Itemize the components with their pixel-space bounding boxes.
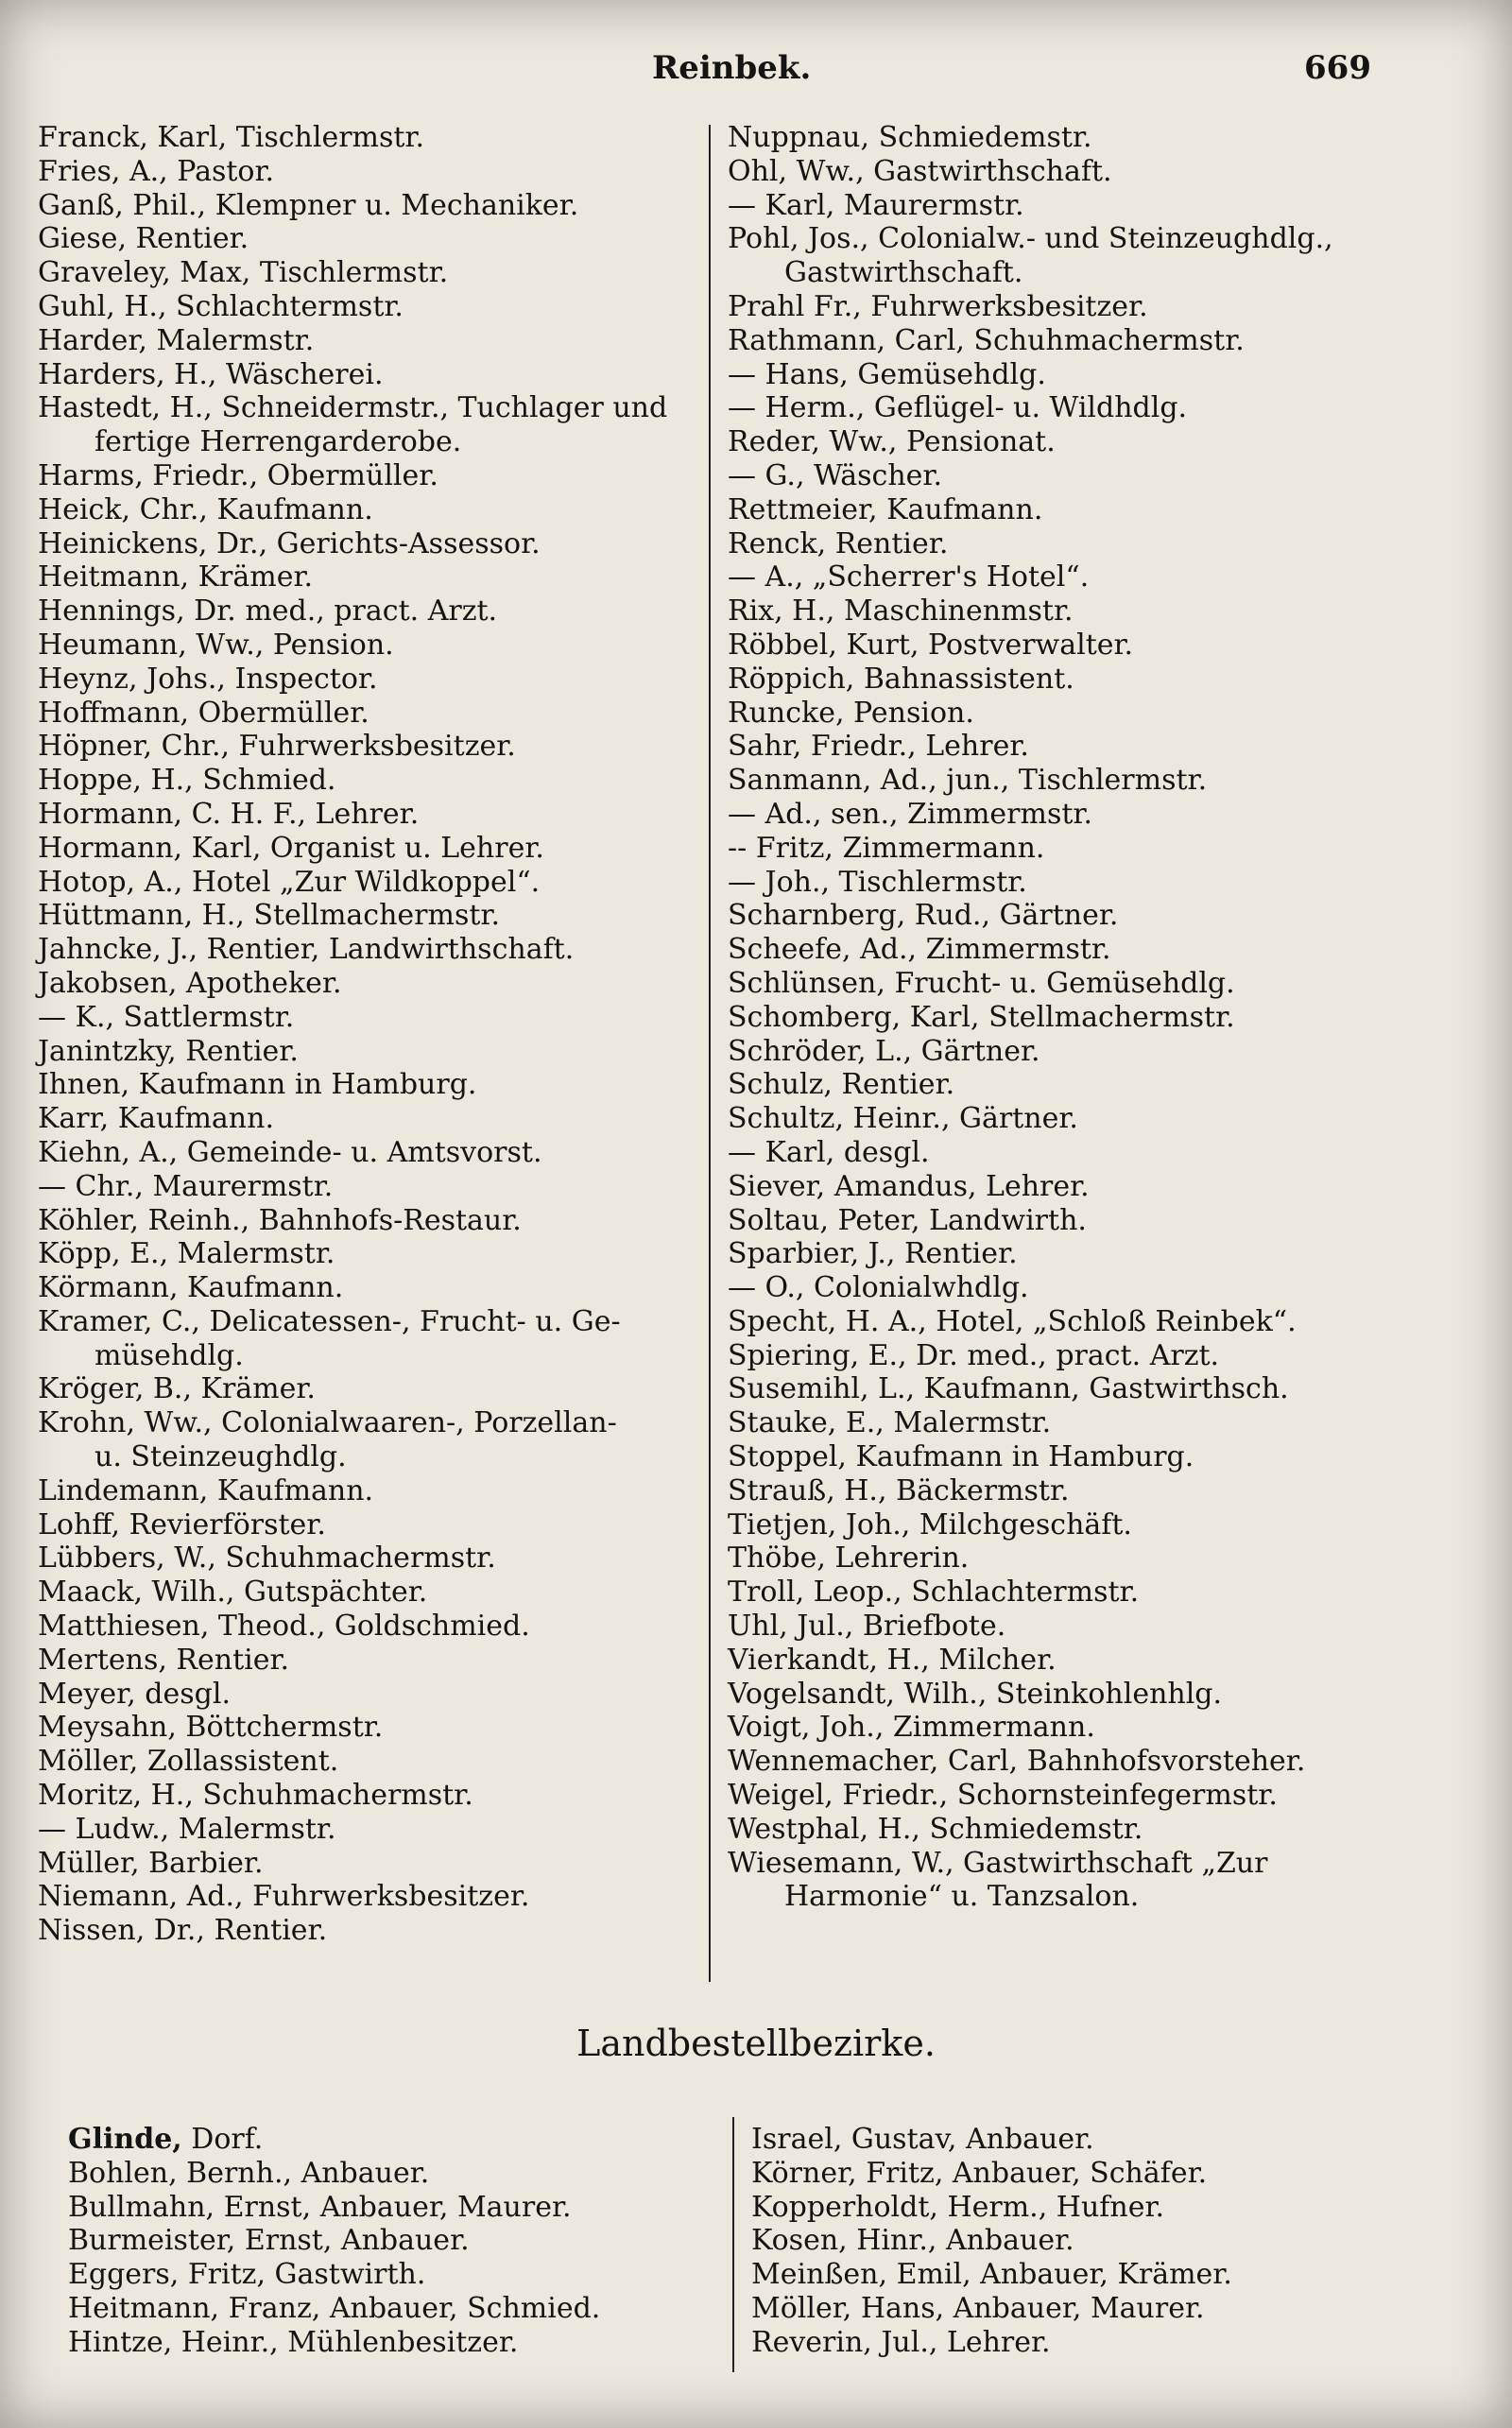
list-item: Heynz, Johs., Inspector. bbox=[38, 662, 378, 696]
list-item: Harders, H., Wäscherei. bbox=[38, 357, 384, 391]
column-divider bbox=[709, 125, 711, 1982]
list-item: Stoppel, Kaufmann in Hamburg. bbox=[728, 1440, 1194, 1474]
list-item: Hoppe, H., Schmied. bbox=[38, 764, 336, 798]
list-item: Strauß, H., Bäckermstr. bbox=[728, 1473, 1070, 1507]
list-item: Hüttmann, H., Stellmachermstr. bbox=[38, 899, 500, 933]
glinde-heading: Glinde, Dorf. bbox=[68, 2123, 264, 2156]
list-item: Sparbier, J., Rentier. bbox=[728, 1237, 1018, 1271]
page-number: 669 bbox=[1304, 49, 1371, 87]
list-item: Scharnberg, Rud., Gärtner. bbox=[728, 899, 1119, 933]
list-item: Soltau, Peter, Landwirth. bbox=[728, 1203, 1087, 1237]
list-item: Niemann, Ad., Fuhrwerksbesitzer. bbox=[38, 1880, 530, 1914]
list-item: Heitmann, Franz, Anbauer, Schmied. bbox=[68, 2291, 601, 2325]
list-item: Karr, Kaufmann. bbox=[38, 1102, 274, 1136]
list-item: Susemihl, L., Kaufmann, Gastwirthsch. bbox=[728, 1372, 1289, 1406]
list-item: Harder, Malermstr. bbox=[38, 323, 315, 357]
list-item: Kramer, C., Delicatessen-, Frucht- u. Ge- bbox=[38, 1304, 621, 1338]
list-item: Graveley, Max, Tischlermstr. bbox=[38, 256, 449, 290]
list-item: — Hans, Gemüsehdlg. bbox=[728, 357, 1046, 391]
list-item: Jahncke, J., Rentier, Landwirthschaft. bbox=[38, 933, 575, 967]
list-item: Sanmann, Ad., jun., Tischlermstr. bbox=[728, 764, 1208, 798]
list-item: Schlünsen, Frucht- u. Gemüsehdlg. bbox=[728, 966, 1235, 1000]
list-item: Harmonie“ u. Tanzsalon. bbox=[784, 1880, 1140, 1914]
list-item: -- Fritz, Zimmermann. bbox=[728, 831, 1045, 865]
glinde-right-column bbox=[751, 2123, 1232, 2360]
page-title: Reinbek. bbox=[652, 49, 812, 87]
list-item: Pohl, Jos., Colonialw.- und Steinzeughdlg., bbox=[728, 222, 1333, 256]
list-item: — Ludw., Malermstr. bbox=[38, 1812, 336, 1846]
list-item: Heumann, Ww., Pension. bbox=[38, 628, 394, 662]
list-item: Moritz, H., Schuhmachermstr. bbox=[38, 1779, 473, 1813]
list-item: Siever, Amandus, Lehrer. bbox=[728, 1169, 1090, 1203]
list-item: Höpner, Chr., Fuhrwerksbesitzer. bbox=[38, 730, 516, 764]
list-item: Hotop, A., Hotel „Zur Wildkoppel“. bbox=[38, 865, 541, 899]
list-item: Meinßen, Emil, Anbauer, Krämer. bbox=[751, 2258, 1232, 2292]
list-item: fertige Herrengarderobe. bbox=[94, 425, 462, 459]
list-item: Maack, Wilh., Gutspächter. bbox=[38, 1576, 428, 1610]
list-item: Stauke, E., Malermstr. bbox=[728, 1406, 1052, 1440]
list-item: Vogelsandt, Wilh., Steinkohlenhlg. bbox=[728, 1677, 1223, 1711]
list-item: u. Steinzeughdlg. bbox=[94, 1440, 347, 1474]
list-item: Nissen, Dr., Rentier. bbox=[38, 1914, 328, 1948]
list-item: Körmann, Kaufmann. bbox=[38, 1271, 344, 1305]
list-item: Hastedt, H., Schneidermstr., Tuchlager und bbox=[38, 391, 668, 425]
list-item: Heitmann, Krämer. bbox=[38, 560, 314, 594]
list-item: Kröger, B., Krämer. bbox=[38, 1372, 316, 1406]
list-item: Heick, Chr., Kaufmann. bbox=[38, 492, 373, 526]
list-item: Bullmahn, Ernst, Anbauer, Maurer. bbox=[68, 2190, 572, 2224]
list-item: Hennings, Dr. med., pract. Arzt. bbox=[38, 594, 498, 629]
list-item: Matthiesen, Theod., Goldschmied. bbox=[38, 1610, 530, 1644]
list-item: Lübbers, W., Schuhmachermstr. bbox=[38, 1541, 496, 1576]
list-item: Janintzky, Rentier. bbox=[38, 1034, 299, 1068]
list-item: Ganß, Phil., Klempner u. Mechaniker. bbox=[38, 188, 579, 222]
list-item: Kiehn, A., Gemeinde- u. Amtsvorst. bbox=[38, 1135, 542, 1169]
list-item: Mertens, Rentier. bbox=[38, 1643, 290, 1677]
list-item: Krohn, Ww., Colonialwaaren-, Porzellan- bbox=[38, 1406, 617, 1440]
list-item: Jakobsen, Apotheker. bbox=[38, 966, 342, 1000]
list-item: Wiesemann, W., Gastwirthschaft „Zur bbox=[728, 1846, 1268, 1880]
page-header bbox=[0, 49, 1512, 96]
list-item: Rettmeier, Kaufmann. bbox=[728, 492, 1043, 526]
list-item: Scheefe, Ad., Zimmermstr. bbox=[728, 933, 1111, 967]
list-item: Rathmann, Carl, Schuhmachermstr. bbox=[728, 323, 1245, 357]
list-item: — Karl, desgl. bbox=[728, 1135, 930, 1169]
list-item: — Karl, Maurermstr. bbox=[728, 188, 1024, 222]
list-item: Fries, A., Pastor. bbox=[38, 154, 275, 188]
list-item: Köpp, E., Malermstr. bbox=[38, 1237, 335, 1271]
list-item: — K., Sattlermstr. bbox=[38, 1000, 295, 1034]
list-item: — Joh., Tischlermstr. bbox=[728, 865, 1027, 899]
list-item: Lindemann, Kaufmann. bbox=[38, 1473, 374, 1507]
list-item: Meyer, desgl. bbox=[38, 1677, 231, 1711]
list-item: Röppich, Bahnassistent. bbox=[728, 662, 1074, 696]
list-item: Heinickens, Dr., Gerichts-Assessor. bbox=[38, 526, 541, 560]
list-item: Müller, Barbier. bbox=[38, 1846, 264, 1880]
list-item: Thöbe, Lehrerin. bbox=[728, 1541, 970, 1576]
list-item: Harms, Friedr., Obermüller. bbox=[38, 458, 438, 492]
list-item: Renck, Rentier. bbox=[728, 526, 949, 560]
list-item: — A., „Scherrer's Hotel“. bbox=[728, 560, 1090, 594]
list-item: Körner, Fritz, Anbauer, Schäfer. bbox=[751, 2156, 1208, 2190]
list-item: Hintze, Heinr., Mühlenbesitzer. bbox=[68, 2325, 519, 2359]
list-item: Möller, Zollassistent. bbox=[38, 1745, 339, 1779]
list-item: Köhler, Reinh., Bahnhofs-Restaur. bbox=[38, 1203, 522, 1237]
list-item: Vierkandt, H., Milcher. bbox=[728, 1643, 1057, 1677]
list-item: Prahl Fr., Fuhrwerksbesitzer. bbox=[728, 289, 1148, 323]
list-item: Rix, H., Maschinenmstr. bbox=[728, 594, 1074, 629]
list-item: Lohff, Revierförster. bbox=[38, 1507, 326, 1541]
list-item: Möller, Hans, Anbauer, Maurer. bbox=[751, 2291, 1205, 2325]
list-item: Voigt, Joh., Zimmermann. bbox=[728, 1711, 1095, 1745]
list-item: Hoffmann, Obermüller. bbox=[38, 696, 369, 730]
list-item: Reverin, Jul., Lehrer. bbox=[751, 2325, 1051, 2359]
list-item: — Ad., sen., Zimmermstr. bbox=[728, 797, 1093, 831]
right-column bbox=[728, 121, 1474, 1914]
list-item: Wennemacher, Carl, Bahnhofsvorsteher. bbox=[728, 1745, 1306, 1779]
list-item: Runcke, Pension. bbox=[728, 696, 974, 730]
section-title: Landbestellbezirke. bbox=[576, 2023, 936, 2064]
list-item: Hormann, C. H. F., Lehrer. bbox=[38, 797, 420, 831]
list-item: Tietjen, Joh., Milchgeschäft. bbox=[728, 1507, 1132, 1541]
list-item: Hormann, Karl, Organist u. Lehrer. bbox=[38, 831, 544, 865]
list-item: Specht, H. A., Hotel, „Schloß Reinbek“. bbox=[728, 1304, 1297, 1338]
list-item: Burmeister, Ernst, Anbauer. bbox=[68, 2224, 470, 2258]
list-item: Guhl, H., Schlachtermstr. bbox=[38, 289, 404, 323]
list-item: Schomberg, Karl, Stellmachermstr. bbox=[728, 1000, 1235, 1034]
left-column bbox=[38, 121, 699, 1948]
list-item: Ohl, Ww., Gastwirthschaft. bbox=[728, 154, 1112, 188]
list-item: Schröder, L., Gärtner. bbox=[728, 1034, 1040, 1068]
list-item: Nuppnau, Schmiedemstr. bbox=[728, 121, 1092, 154]
list-item: Weigel, Friedr., Schornsteinfegermstr. bbox=[728, 1779, 1278, 1813]
list-item: Reder, Ww., Pensionat. bbox=[728, 425, 1056, 459]
glinde-left-column bbox=[68, 2123, 600, 2360]
list-item: Gastwirthschaft. bbox=[784, 256, 1023, 290]
list-item: Schultz, Heinr., Gärtner. bbox=[728, 1102, 1078, 1136]
list-item: Röbbel, Kurt, Postverwalter. bbox=[728, 628, 1134, 662]
list-item: Eggers, Fritz, Gastwirth. bbox=[68, 2258, 426, 2292]
list-item: Sahr, Friedr., Lehrer. bbox=[728, 730, 1029, 764]
list-item: Giese, Rentier. bbox=[38, 222, 249, 256]
list-item: Israel, Gustav, Anbauer. bbox=[751, 2123, 1094, 2156]
list-item: Kosen, Hinr., Anbauer. bbox=[751, 2224, 1074, 2258]
list-item: — G., Wäscher. bbox=[728, 458, 943, 492]
list-item: Schulz, Rentier. bbox=[728, 1068, 955, 1102]
list-item: müsehdlg. bbox=[94, 1338, 244, 1372]
list-item: Uhl, Jul., Briefbote. bbox=[728, 1610, 1006, 1644]
list-item: — Herm., Geflügel- u. Wildhdlg. bbox=[728, 391, 1188, 425]
column-divider-lower bbox=[732, 2117, 734, 2372]
list-item: Franck, Karl, Tischlermstr. bbox=[38, 121, 425, 154]
list-item: Bohlen, Bernh., Anbauer. bbox=[68, 2156, 430, 2190]
list-item: Westphal, H., Schmiedemstr. bbox=[728, 1812, 1143, 1846]
list-item: Troll, Leop., Schlachtermstr. bbox=[728, 1576, 1140, 1610]
list-item: — Chr., Maurermstr. bbox=[38, 1169, 334, 1203]
list-item: Spiering, E., Dr. med., pract. Arzt. bbox=[728, 1338, 1220, 1372]
list-item: Kopperholdt, Herm., Hufner. bbox=[751, 2190, 1165, 2224]
list-item: — O., Colonialwhdlg. bbox=[728, 1271, 1029, 1305]
list-item: Meysahn, Böttchermstr. bbox=[38, 1711, 384, 1745]
list-item: Ihnen, Kaufmann in Hamburg. bbox=[38, 1068, 477, 1102]
